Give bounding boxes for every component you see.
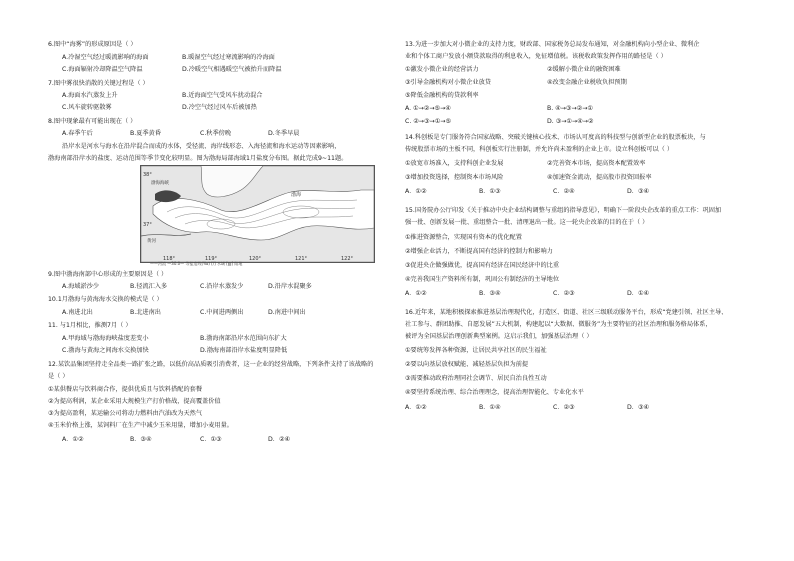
q16-option-a[interactable]: A．①②	[405, 404, 427, 411]
q10-option-b[interactable]: B.北进南出	[130, 309, 161, 316]
q14-stem-2: 传统股票市场的主板不同，科创板实行注册制，并允许尚未盈利的企业上市。设立科创板可以（ ）	[405, 146, 674, 153]
q14-item-4: ④加速资金流动，提高股市投资回报率	[547, 174, 652, 181]
q14-option-a[interactable]: A．①②	[405, 188, 427, 195]
q6-option-c[interactable]: C.海面辐射冷却降温空气降温	[62, 66, 143, 73]
q9-stem: 9.图中渤海南部中心形成的主要原因是（ ）	[48, 271, 168, 278]
q12-item-4: ④玉米价格上涨，某饲料厂在生产中减少玉米用量，增加小麦用量。	[48, 422, 233, 429]
salinity-map	[140, 165, 375, 263]
q6-option-b[interactable]: B.暖湿空气经过寒流影响的冷海面	[182, 54, 275, 61]
q13-option-a[interactable]: A. ①→②→⑤→④	[405, 105, 451, 112]
q7-stem: 7.图中雾很快消散的关键过程是（ ）	[48, 80, 149, 87]
q16-stem-2: 社工参与、群团助推、自愿发展”五大机制，构建起以“大数据、微服务”为主要特征的社区治理和服务格局体系，	[405, 321, 712, 328]
q15-item-1: ①推进资源整合，实现国有资本的优化配置	[405, 234, 522, 241]
q16-stem-1: 16.近年来，某地积极探索推进基层治理现代化，打造区、街道、社区三级联动服务平台，形成“党建引领、社区主导、	[405, 309, 728, 316]
q15-option-c[interactable]: C．②③	[553, 290, 575, 297]
lon-122-label: 122°	[341, 256, 354, 262]
q6-option-d[interactable]: D.冷暖空气相遇暖空气被抬升而降温	[182, 66, 282, 73]
q12-option-b[interactable]: B．③④	[130, 436, 152, 443]
q11-stem: 11. 与1月相比，推测7月（ ）	[48, 322, 132, 329]
q16-option-d[interactable]: D．③④	[627, 404, 650, 411]
bohai-label: 渤海	[291, 192, 302, 198]
q9-option-a[interactable]: A.海域淤沙少	[62, 283, 100, 290]
q10-option-a[interactable]: A.南进北出	[62, 309, 93, 316]
q13-item-5: ⑤降低金融机构的贷款利率	[405, 92, 479, 99]
q13-item-3: ③引导金融机构对小微企业放贷	[405, 79, 491, 86]
q12-stem-2: 是（ ）	[48, 373, 69, 380]
q16-option-b[interactable]: B．①④	[479, 404, 501, 411]
q6-option-a[interactable]: A.冷湿空气经过暖流影响的海面	[62, 54, 149, 61]
q14-option-b[interactable]: B．①③	[479, 188, 501, 195]
q13-option-b[interactable]: B. ④→③→②→①	[547, 105, 593, 112]
q14-item-2: ②完善资本市场，提高资本配置效率	[547, 160, 646, 167]
lon-118-label: 118°	[163, 256, 176, 262]
q12-item-1: ①某供餐店与饮料商合作，提供优质且与饮料搭配的套餐	[48, 386, 203, 393]
q14-option-d[interactable]: D．③④	[627, 188, 650, 195]
q12-option-c[interactable]: C．①③	[200, 436, 222, 443]
q12-item-2: ②为提高利润，某企业采用大规模生产打价格战，提高覆盖价值	[48, 398, 221, 405]
q8-option-a[interactable]: A.春季午后	[62, 130, 93, 137]
map-legend: ——河流 —30.0— 等盐度线(‰) [/] 水域 [▨] 陆地	[150, 261, 243, 266]
q11-option-d[interactable]: D.渤海南部沿岸水盐度明显降低	[200, 347, 288, 354]
q15-stem-1: 15.国务院办公厅印发《关于推动中央企业结构调整与重组的指导意见》，明确下一阶段央企改革的重点工作：巩固加	[405, 207, 722, 214]
q14-option-c[interactable]: C．②④	[553, 188, 575, 195]
q8-stem: 8.图中现象最有可能出现在（ ）	[48, 118, 137, 125]
q10-option-c[interactable]: C.中间进两侧出	[200, 309, 244, 316]
q9-option-d[interactable]: D.沿岸水混聚多	[268, 283, 312, 290]
q16-item-3: ③需要推动政府治理同社会调节、居民自治良性互动	[405, 375, 547, 382]
q15-item-4: ④完善我国生产资料所有制，巩固公有制经济的主导地位	[405, 276, 560, 283]
q9-option-b[interactable]: B.径流汇入多	[130, 283, 168, 290]
q8-option-b[interactable]: B.夏季黄昏	[130, 130, 161, 137]
q13-item-2: ②缓解小微企业的融资困难	[547, 66, 621, 73]
q11-option-a[interactable]: A.甲海域与渤海海峡盐度差变小	[62, 335, 149, 342]
q12-stem-1: 12.某饮品集团坚持走全品类一路扩张之路，以低价高品质吸引消费者，这一企业的经营战略，下列条件支持了该战略的	[48, 361, 374, 368]
lon-119-label: 119°	[205, 256, 218, 262]
q13-option-d[interactable]: D. ③→①→④→②	[547, 118, 594, 125]
q8-option-c[interactable]: C.秋季傍晚	[200, 130, 232, 137]
river-label: 黄河	[147, 239, 156, 244]
lon-121-label: 121°	[295, 256, 308, 262]
q9-option-c[interactable]: C.沿岸水蒸发少	[200, 283, 244, 290]
q12-item-3: ③为提高盈利，某运输公司将动力燃料由汽油改为天然气	[48, 410, 203, 417]
q13-option-c[interactable]: C. ②→③→①→⑤	[405, 118, 451, 125]
q15-option-d[interactable]: D．①④	[627, 290, 650, 297]
passage-line-2: 渤海南部沿岸水的盐度、运动范围等季节变化较明显。图为渤海局部海域1月盐度分布图。据此完成9~11题。	[48, 155, 348, 162]
q16-item-1: ①要统筹发挥各种资源，让居民共享社区的民生福祉	[405, 347, 547, 354]
q16-option-c[interactable]: C．②③	[553, 404, 575, 411]
q13-item-1: ①激发小微企业的经营活力	[405, 66, 479, 73]
strait-label: 渤海海峡	[151, 181, 169, 186]
lon-120-label: 120°	[249, 256, 262, 262]
q8-option-d[interactable]: D.冬季早晨	[268, 130, 300, 137]
q13-item-4: ④改变金融企业税收负担预期	[547, 79, 627, 86]
q15-item-3: ③促进央企做强做优，提高国有经济在国民经济中的比重	[405, 262, 560, 269]
q16-item-2: ②要以向基层放权赋能、减轻基层负担为前提	[405, 361, 529, 368]
q11-option-c[interactable]: C.渤海与黄海之间海水交换加快	[62, 347, 149, 354]
q14-item-1: ①放宽市场准入，支持科创企业发展	[405, 160, 504, 167]
q7-option-d[interactable]: D.冷空气经过风车后被加热	[182, 104, 257, 111]
passage-line-1: 沿岸水是河水与海水在沿岸混合而成的水体，受径流、海岸线形态、入海径流和海水运动等因素影响，	[62, 143, 341, 150]
q15-item-2: ②增强企业活力，不断提高国有经济的控制力和影响力	[405, 248, 553, 255]
q14-stem-1: 14.科创板是专门服务符合国家战略、突破关键核心技术、市场认可度高的科技型与创新型企业的股票板块，与	[405, 134, 706, 141]
salinity-map-svg	[141, 166, 374, 262]
q7-option-c[interactable]: C.风车旋转驱散雾	[62, 104, 112, 111]
q7-option-a[interactable]: A.海面水汽蒸发上升	[62, 92, 118, 99]
q10-stem: 10.1月渤海与黄海海水交换的模式是（ ）	[48, 296, 163, 303]
q12-option-d[interactable]: D．②④	[268, 436, 291, 443]
q12-option-a[interactable]: A．①②	[62, 436, 84, 443]
q6-stem: 6.图中“海雾”的形成原因是（ ）	[48, 41, 137, 48]
q10-option-d[interactable]: D.南进中间出	[268, 309, 306, 316]
q15-stem-2: 强一批、创新发展一批、重组整合一批、清理退出一批。这一轮央企改革的目的在于（ ）	[405, 219, 649, 226]
q11-option-b[interactable]: B.渤海南部沿岸水范围向东扩大	[200, 335, 287, 342]
q15-option-b[interactable]: B．③④	[479, 290, 501, 297]
q16-item-4: ④要坚持系统治理、综合治理理念，提高治理智能化、专业化水平	[405, 389, 584, 396]
q13-stem-1: 13.为进一步加大对小微企业的支持力度，财政部、国家税务总局发布通知，对金融机构向小型企业、微利企	[405, 41, 700, 48]
q7-option-b[interactable]: B.近海面空气受风车扰动混合	[182, 92, 263, 99]
q13-stem-2: 业和个体工商户发放小额贷款取得的利息收入，免征增值税。该税收政策发挥作用的路径是（ ）	[405, 53, 667, 60]
q14-item-3: ③增加投资选择，控制资本市场风险	[405, 174, 504, 181]
q15-option-a[interactable]: A．①②	[405, 290, 427, 297]
lat-37-label: 37°	[143, 222, 152, 228]
q16-stem-3: 被评为全国基层治理创新典型案例。这启示我们，加强基层治理（ ）	[405, 333, 593, 340]
lat-38-label: 38°	[143, 172, 152, 178]
